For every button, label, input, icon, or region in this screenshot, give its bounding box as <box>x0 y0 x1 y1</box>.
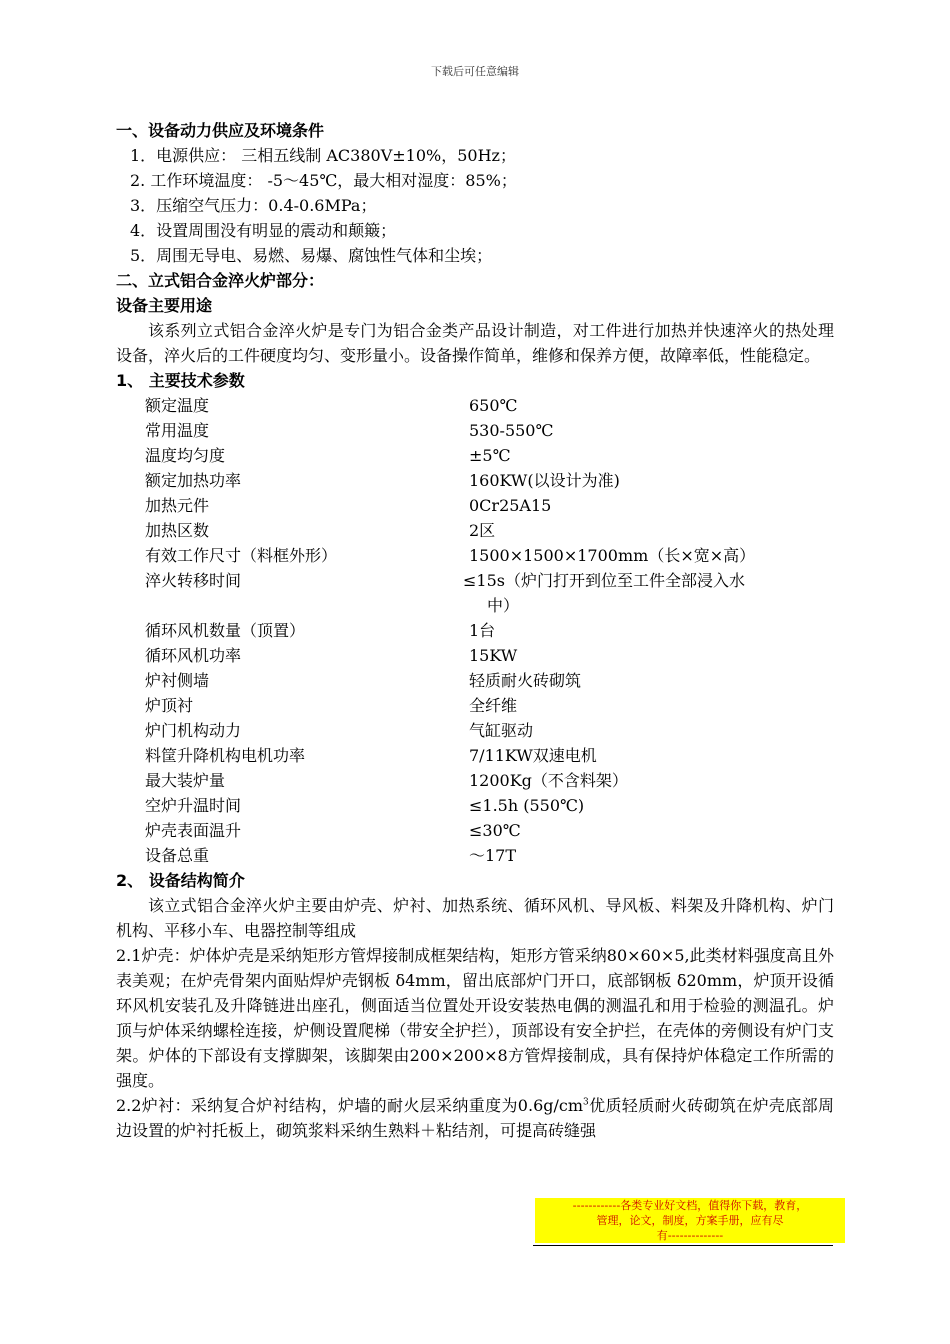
spec-value <box>469 718 834 743</box>
promo-line: ------------各类专业好文档，值得你下载，教育， <box>572 1199 808 1212</box>
spec-row <box>116 443 834 468</box>
spec-value <box>469 443 834 468</box>
spec-value <box>469 418 834 443</box>
spec-value-text: 全纤维 <box>469 696 518 715</box>
spec-row <box>116 543 834 568</box>
promo-footer <box>535 1198 845 1243</box>
spec-value <box>469 643 834 668</box>
condition-item: 2. 工作环境温度： -5～45℃，最大相对湿度：85%； <box>130 171 517 190</box>
spec-row <box>116 468 834 493</box>
spec-value-text: 2区 <box>469 521 496 540</box>
spec-label: 炉顶衬 <box>145 696 194 715</box>
structure-lining-paragraph <box>116 1093 834 1143</box>
spec-row <box>116 518 834 543</box>
spec-value-text: ≤1.5h (550℃) <box>469 796 585 815</box>
spec-value <box>469 543 834 568</box>
spec-value <box>469 493 834 518</box>
spec-label: 额定加热功率 <box>145 471 242 490</box>
spec-label: 常用温度 <box>145 421 210 440</box>
structure-heading: 2、 设备结构简介 <box>116 871 245 890</box>
spec-label: 炉壳表面温升 <box>145 821 242 840</box>
lining-text-after: 优质轻质耐火砖砌筑在炉壳底部周边设置的炉衬托板上，砌筑浆料采纳生熟料＋粘结剂，可提高砖缝强 <box>116 1096 834 1140</box>
spec-label: 料筐升降机构电机功率 <box>145 746 306 765</box>
spec-value <box>469 743 834 768</box>
condition-item: 3．压缩空气压力：0.4-0.6MPa； <box>130 196 377 215</box>
section1-heading: 一、设备动力供应及环境条件 <box>116 121 325 140</box>
document-body <box>116 118 834 1143</box>
spec-value-text: ～17T <box>469 846 517 865</box>
spec-value-text: 160KW(以设计为准) <box>469 471 620 490</box>
promo-line: 管理，论文，制度，方案手册，应有尽 <box>596 1214 784 1227</box>
spec-label: 最大装炉量 <box>145 771 226 790</box>
lining-superscript: 3 <box>583 1097 589 1108</box>
spec-value <box>469 668 834 693</box>
spec-row <box>116 818 834 843</box>
spec-value-text: 15KW <box>469 646 518 665</box>
spec-label: 设备总重 <box>145 846 210 865</box>
spec-value-text: ≤15s（炉门打开到位至工件全部浸入水 <box>463 571 745 590</box>
spec-value <box>469 843 834 868</box>
spec-value <box>469 818 834 843</box>
spec-row <box>116 668 834 693</box>
spec-value <box>463 568 834 618</box>
spec-label: 加热元件 <box>145 496 210 515</box>
spec-value-text: 7/11KW双速电机 <box>469 746 597 765</box>
spec-value <box>469 768 834 793</box>
spec-row <box>116 768 834 793</box>
footer-divider <box>533 1245 833 1246</box>
params-heading: 1、 主要技术参数 <box>116 371 245 390</box>
spec-row <box>116 793 834 818</box>
spec-value <box>469 468 834 493</box>
spec-label: 循环风机功率 <box>145 646 242 665</box>
spec-row <box>116 493 834 518</box>
spec-label: 空炉升温时间 <box>145 796 242 815</box>
spec-table <box>116 393 834 868</box>
spec-value <box>469 793 834 818</box>
condition-item: 4．设置周围没有明显的震动和颠簸； <box>130 221 397 240</box>
spec-value-text: 1200Kg（不含料架） <box>469 771 628 790</box>
spec-row <box>116 843 834 868</box>
condition-item: 5．周围无导电、易燃、易爆、腐蚀性气体和尘埃； <box>130 246 493 265</box>
usage-paragraph: 该系列立式铝合金淬火炉是专门为铝合金类产品设计制造，对工件进行加热并快速淬火的热处理设备，淬火后的工件硬度均匀、变形量小。设备操作简单，维修和保养方便，故障率低，性能稳定。 <box>116 321 834 365</box>
spec-value-text: 530-550℃ <box>469 421 554 440</box>
spec-value-text: 1台 <box>469 621 496 640</box>
spec-row <box>116 743 834 768</box>
spec-label: 淬火转移时间 <box>145 571 242 590</box>
spec-value <box>469 693 834 718</box>
usage-heading: 设备主要用途 <box>116 296 213 315</box>
spec-label: 循环风机数量（顶置） <box>145 621 306 640</box>
spec-row <box>116 693 834 718</box>
spec-row <box>116 618 834 643</box>
spec-row <box>116 568 834 618</box>
spec-value-text: 0Cr25A15 <box>469 496 552 515</box>
promo-line: 有-------------- <box>656 1229 724 1242</box>
spec-label: 有效工作尺寸（料框外形） <box>145 546 338 565</box>
page-header: 下载后可任意编辑 <box>431 65 519 78</box>
spec-row <box>116 418 834 443</box>
spec-row <box>116 643 834 668</box>
spec-value-continuation: 中） <box>487 596 520 615</box>
spec-value-text: ≤30℃ <box>469 821 521 840</box>
spec-value-text: 650℃ <box>469 396 518 415</box>
spec-value-text: ±5℃ <box>469 446 511 465</box>
spec-label: 加热区数 <box>145 521 210 540</box>
spec-value <box>469 618 834 643</box>
spec-row <box>116 393 834 418</box>
condition-item: 1．电源供应： 三相五线制 AC380V±10%，50Hz； <box>130 146 516 165</box>
structure-intro: 该立式铝合金淬火炉主要由炉壳、炉衬、加热系统、循环风机、导风板、料架及升降机构、炉门机构、平移小车、电器控制等组成 <box>116 896 834 940</box>
structure-shell-paragraph: 2.1炉壳：炉体炉壳是采纳矩形方管焊接制成框架结构，矩形方管采纳80×60×5,此类材料强度高且外表美观；在炉壳骨架内面贴焊炉壳钢板 δ4mm，留出底部炉门开口，底部钢板 δ20mm，炉顶开设循环风机安装孔及升降链进出座孔，侧面适当位置处开设安装热电偶的测温孔和用于检验的测温孔。炉顶与炉体采纳螺栓连接，炉侧设置爬梯（带安全护拦），顶部设有安全护拦，在壳体的旁侧设有炉门支架。炉体的下部设有支撑脚架，该脚架由200×200×8方管焊接制成，具有保持炉体稳定工作所需的强度。 <box>116 946 834 1090</box>
spec-label: 温度均匀度 <box>145 446 226 465</box>
spec-value <box>469 393 834 418</box>
spec-label: 炉门机构动力 <box>145 721 242 740</box>
spec-row <box>116 718 834 743</box>
spec-label: 额定温度 <box>145 396 210 415</box>
section2-heading: 二、立式铝合金淬火炉部分： <box>116 271 325 290</box>
spec-label: 炉衬侧墙 <box>145 671 210 690</box>
lining-text-before: 2.2炉衬：采纳复合炉衬结构，炉墙的耐火层采纳重度为0.6g/cm <box>116 1096 584 1115</box>
spec-value-text: 气缸驱动 <box>469 721 534 740</box>
spec-value <box>469 518 834 543</box>
spec-value-text: 轻质耐火砖砌筑 <box>469 671 582 690</box>
spec-value-text: 1500×1500×1700mm（长×宽×高） <box>469 546 756 565</box>
